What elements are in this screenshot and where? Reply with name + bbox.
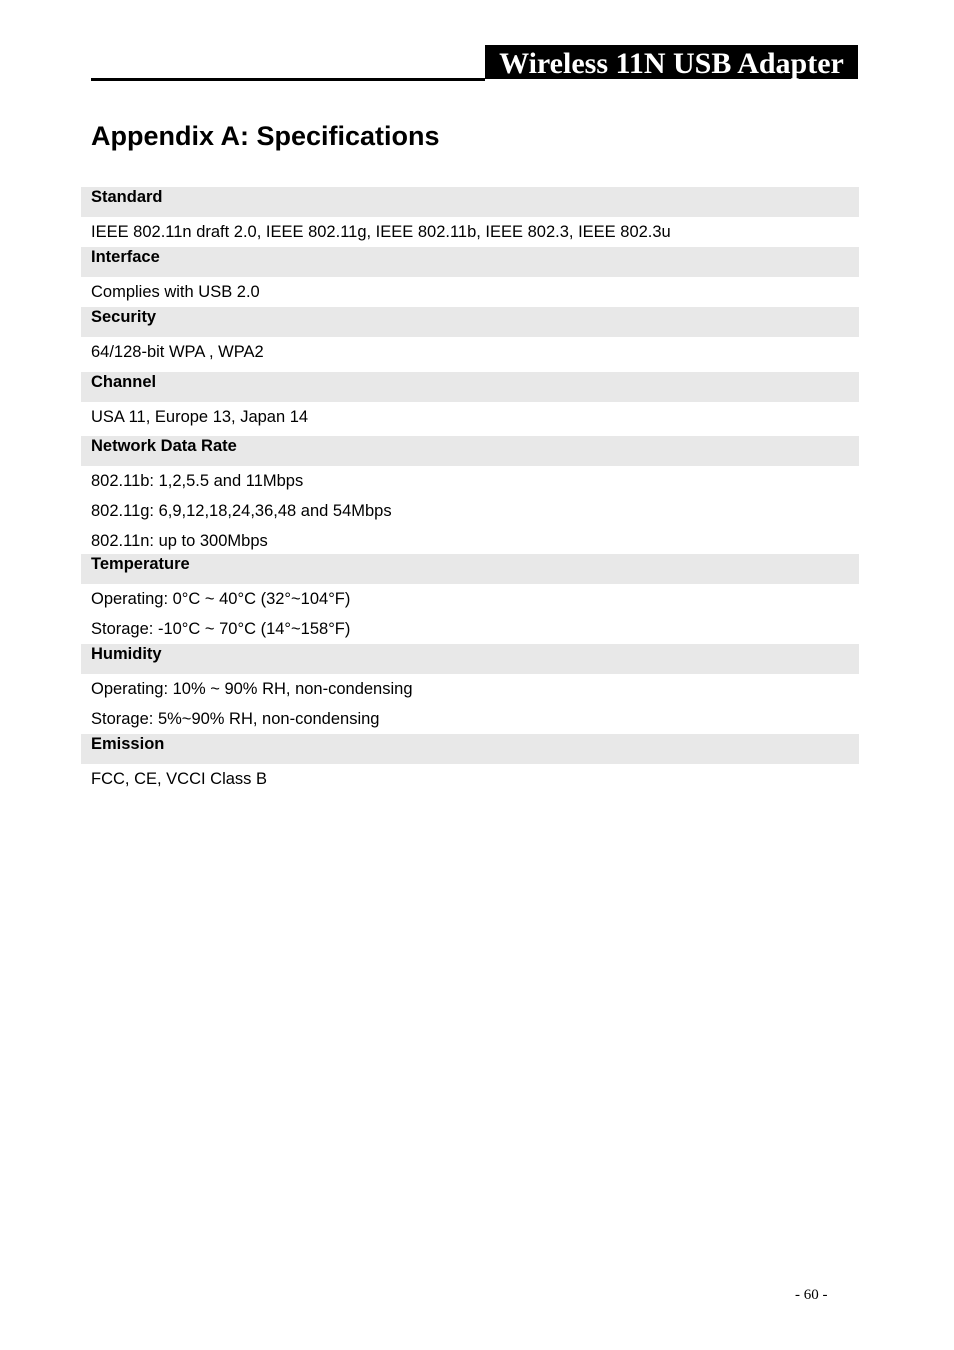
spec-heading-interface: Interface (81, 247, 859, 277)
spec-value-network-data-rate-n: 802.11n: up to 300Mbps (91, 532, 268, 550)
page-title: Appendix A: Specifications (91, 121, 440, 151)
spec-list (81, 187, 859, 794)
spec-value-emission: FCC, CE, VCCI Class B (91, 770, 268, 788)
spec-value-network-data-rate-g: 802.11g: 6,9,12,18,24,36,48 and 54Mbps (91, 502, 392, 520)
spec-value-humidity-operating: Operating: 10% ~ 90% RH, non-condensing (91, 680, 413, 698)
header-rule (91, 78, 485, 81)
spec-value-temperature-storage: Storage: -10°C ~ 70°C (14°~158°F) (91, 620, 351, 638)
spec-heading-network-data-rate: Network Data Rate (81, 436, 859, 466)
page-number: - 60 - (795, 1287, 828, 1303)
spec-heading-security: Security (81, 307, 859, 337)
spec-heading-channel: Channel (81, 372, 859, 402)
spec-value-standard: IEEE 802.11n draft 2.0, IEEE 802.11g, IEEE 802.11b, IEEE 802.3, IEEE 802.3u (91, 223, 671, 241)
spec-value-network-data-rate-b: 802.11b: 1,2,5.5 and 11Mbps (91, 472, 304, 490)
spec-heading-temperature: Temperature (81, 554, 859, 584)
spec-value-interface: Complies with USB 2.0 (91, 283, 260, 301)
spec-heading-humidity: Humidity (81, 644, 859, 674)
spec-heading-standard: Standard (81, 187, 859, 217)
spec-value-security: 64/128-bit WPA , WPA2 (91, 343, 264, 361)
spec-heading-emission: Emission (81, 734, 859, 764)
spec-value-channel: USA 11, Europe 13, Japan 14 (91, 408, 309, 426)
spec-value-humidity-storage: Storage: 5%~90% RH, non-condensing (91, 710, 380, 728)
spec-value-temperature-operating: Operating: 0°C ~ 40°C (32°~104°F) (91, 590, 351, 608)
header-title: Wireless 11N USB Adapter (485, 45, 858, 79)
